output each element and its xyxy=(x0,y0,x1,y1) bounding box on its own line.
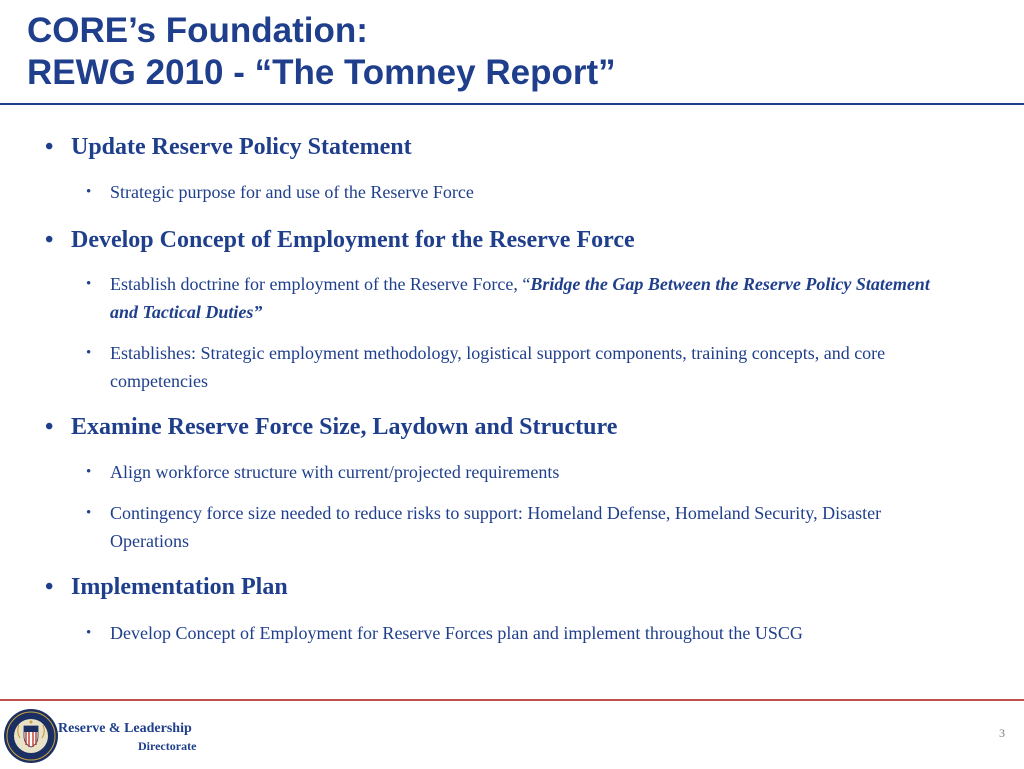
bullet-2-sub-1-text xyxy=(110,270,946,326)
slide-title-line-1: CORE’s Foundation: xyxy=(27,11,368,50)
bullet-1-text: Update Reserve Policy Statement xyxy=(71,134,412,160)
bullet-marker: • xyxy=(45,414,54,440)
bullet-3-sub-2 xyxy=(86,499,946,555)
bullet-2-sub-2 xyxy=(86,339,946,395)
bullet-4-text: Implementation Plan xyxy=(71,574,288,600)
bullet-3-sub-2-text: Contingency force size needed to reduce risks to support: Homeland Defense, Homeland Security, Disaster Operations xyxy=(110,503,882,551)
bullet-2-text: Develop Concept of Employment for the Reserve Force xyxy=(71,227,635,253)
slide-title-line-2: REWG 2010 - “The Tomney Report” xyxy=(27,53,616,92)
footer-org-name: Reserve & Leadership xyxy=(58,721,192,736)
bullet-2-sub-1-emphasis: Bridge the Gap Between the Reserve Policy Statement and Tactical Duties” xyxy=(110,274,930,322)
bullet-4-sub-1 xyxy=(86,619,946,647)
bullet-3-sub-1-text: Align workforce structure with current/projected requirements xyxy=(110,462,560,482)
bullet-2-sub-1 xyxy=(86,270,946,326)
bullet-marker: • xyxy=(45,134,54,160)
coast-guard-seal-icon xyxy=(3,708,59,764)
footer-divider xyxy=(0,699,1024,701)
sub-bullet-marker: • xyxy=(86,505,92,521)
sub-bullet-marker: • xyxy=(86,184,92,200)
bullet-marker: • xyxy=(45,574,54,600)
bullet-2-sub-2-text: Establishes: Strategic employment methodology, logistical support components, training concepts, and core competencies xyxy=(110,343,886,391)
sub-bullet-marker: • xyxy=(86,625,92,641)
sub-bullet-marker: • xyxy=(86,276,92,292)
bullet-marker: • xyxy=(45,227,54,253)
sub-bullet-marker: • xyxy=(86,345,92,361)
page-number: 3 xyxy=(999,726,1005,740)
bullet-1-sub-1-text: Strategic purpose for and use of the Reserve Force xyxy=(110,182,474,202)
bullet-3-sub-1 xyxy=(86,458,946,486)
bullet-4-sub-1-text: Develop Concept of Employment for Reserve Forces plan and implement throughout the USCG xyxy=(110,623,803,643)
bullet-2-sub-1-plain: Establish doctrine for employment of the Reserve Force, “ xyxy=(110,274,531,294)
sub-bullet-marker: • xyxy=(86,464,92,480)
bullet-1-sub-1 xyxy=(86,178,946,206)
footer-org-subtitle: Directorate xyxy=(138,739,197,753)
bullet-3-text: Examine Reserve Force Size, Laydown and Structure xyxy=(71,414,618,440)
